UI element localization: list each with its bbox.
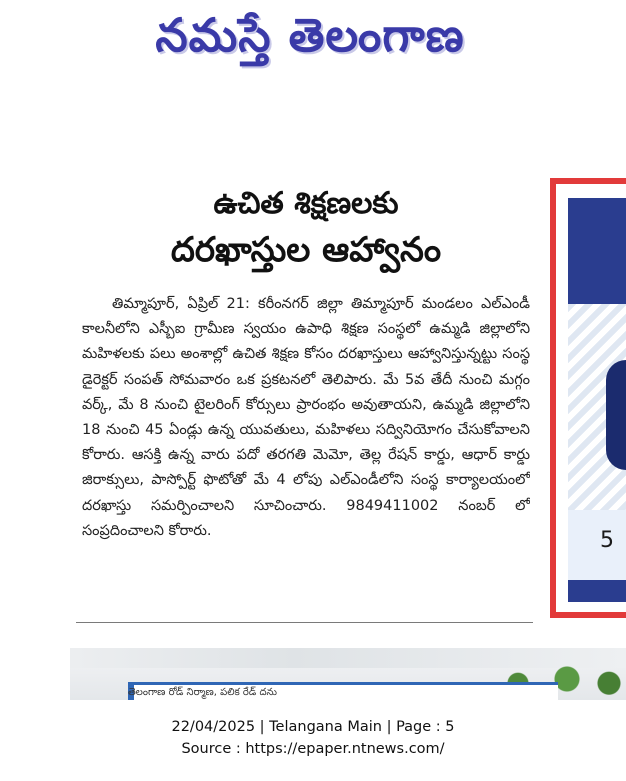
advert-light-band	[568, 510, 626, 580]
advert-glyph-fragment	[606, 360, 626, 470]
newspaper-masthead: నమస్తే తెలంగాణ	[155, 8, 465, 62]
headline-line-2: దరఖాస్తుల ఆహ్వానం	[170, 230, 442, 270]
advert-header-block	[568, 198, 626, 304]
footer-date-edition: 22/04/2025 | Telangana Main | Page : 5	[171, 719, 455, 735]
advert-digit: 5	[600, 528, 614, 553]
footer-source: Source : https://epaper.ntnews.com/	[181, 741, 445, 757]
article-divider	[76, 622, 533, 623]
page-footer	[0, 716, 626, 760]
headline-line-1: ఉచిత శిక్షణలకు	[213, 186, 399, 221]
advert-footer-block	[568, 580, 626, 602]
article-body: తిమ్మాపూర్, ఏప్రిల్ 21: కరీంనగర్ జిల్లా తిమ్మాపూర్ మండలం ఎల్ఎండీ కాలనీలోని ఎస్బీఐ గ్రామీణ స్వయం ఉపాధి శిక్షణ సంస్థలో ఉమ్మడి జిల్లాలోని మహిళలకు పలు అంశాల్లో ఉచిత శిక్షణ కోసం దరఖాస్తులు ఆహ్వానిస్తున్నట్టు సంస్థ డైరెక్టర్ సంపత్ సోమవారం ఒక ప్రకటనలో తెలిపారు. మే 5వ తేదీ నుంచి మగ్గం వర్క్, మే 8 నుంచి టైలరింగ్ కోర్సులు ప్రారంభం అవుతాయని, ఉమ్మడి జిల్లాలోని 18 నుంచి 45 ఏండ్లు ఉన్న యువతులు, మహిళలు సద్వినియోగం చేసుకోవాలని కోరారు. ఆసక్తి ఉన్న వారు పదో తరగతి మెమో, తెల్ల రేషన్ కార్డు, ఆధార్ కార్డు జిరాక్సులు, పాస్పోర్ట్ ఫొటోతో మే 4 లోపు ఎల్ఎండీలోని సంస్థ కార్యాలయంలో దరఖాస్తు సమర్పించాలని సూచించారు. 9849411002 నంబర్ లో సంప్రదించాలని కోరారు.	[82, 296, 530, 539]
photo-banner-text: తెలంగాణ రోడ్ నిర్మాణ, పలిక రేడ్ దను	[128, 687, 277, 698]
article-headline	[76, 182, 536, 274]
